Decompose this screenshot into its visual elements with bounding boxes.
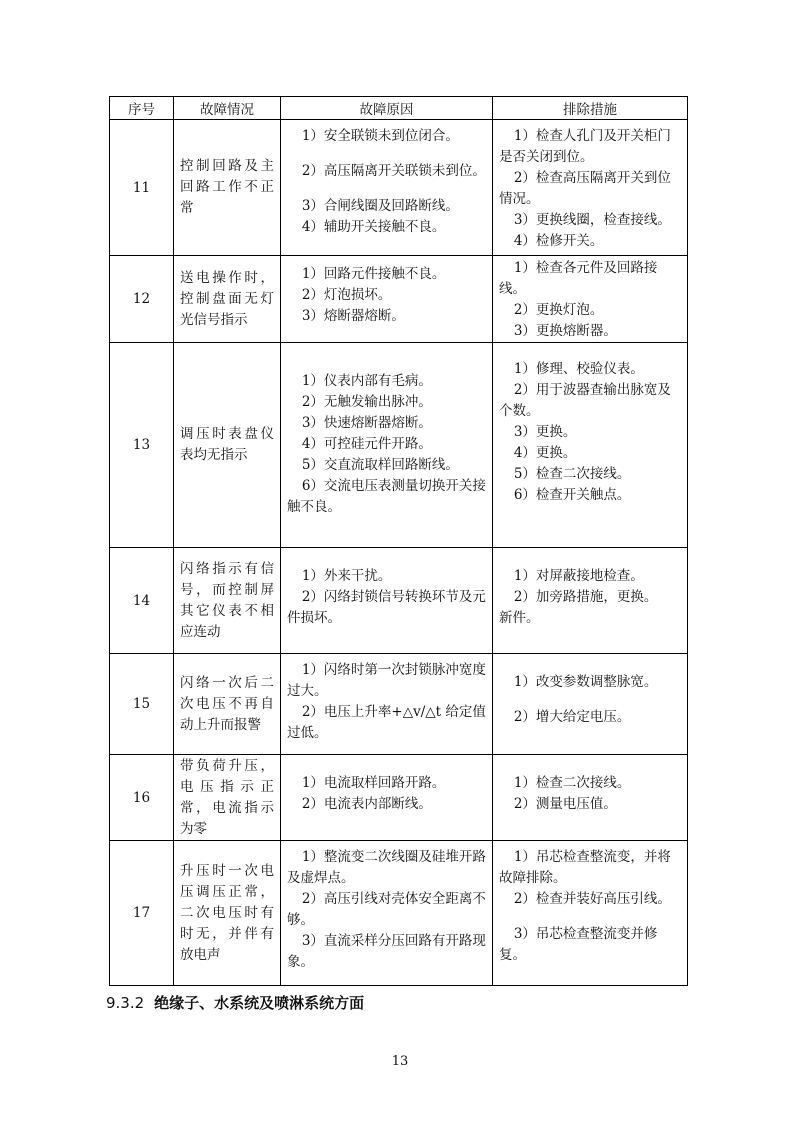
cause-line: 1）整流变二次线圈及硅堆开路及虚焊点。 (287, 849, 486, 886)
section-heading (106, 992, 364, 1013)
spacer (499, 910, 681, 924)
row-causes (281, 654, 493, 755)
row-symptom (174, 755, 281, 841)
cause-line: 2）闪络封锁信号转换环节及元件损坏。 (287, 589, 486, 626)
fault-table (109, 96, 688, 986)
header-remedy: 排除措施 (493, 97, 688, 120)
row-symptom (174, 343, 281, 548)
row-number: 14 (110, 548, 174, 654)
cause-line: 3）合闸线圈及回路断线。 (301, 198, 459, 214)
remedy-line: 新件。 (499, 610, 540, 626)
remedy-line: 6）检查开关触点。 (513, 487, 631, 503)
header-symptom: 故障情况 (174, 97, 281, 120)
spacer (287, 182, 486, 196)
spacer (287, 147, 486, 161)
row-symptom (174, 841, 281, 986)
symptom-text: 带负荷升压，电压指示正常，电流指示为零 (180, 757, 274, 837)
header-seq: 序号 (110, 97, 174, 120)
row-symptom (174, 120, 281, 256)
remedy-line: 2）检查高压隔离开关到位情况。 (499, 170, 671, 207)
cause-line: 3）快速熔断器熔断。 (301, 415, 432, 431)
remedy-line: 3）更换熔断器。 (513, 323, 617, 339)
row-remedies (493, 120, 688, 256)
cause-line: 1）外来干扰。 (301, 568, 392, 584)
remedy-line: 3）更换线圈，检查接线。 (513, 212, 671, 228)
row-remedies (493, 548, 688, 654)
cause-line: 4）辅助开关接触不良。 (301, 219, 446, 235)
row-number: 15 (110, 654, 174, 755)
row-number: 11 (110, 120, 174, 256)
cause-line: 4）可控硅元件开路。 (301, 436, 432, 452)
row-number: 13 (110, 343, 174, 548)
table-row (110, 755, 688, 841)
spacer (499, 693, 681, 707)
cause-line: 6）交流电压表测量切换开关接触不良。 (287, 478, 486, 515)
remedy-line: 1）检查各元件及回路接线。 (499, 260, 658, 297)
cause-line: 1）仪表内部有毛病。 (301, 373, 432, 389)
remedy-line: 4）更换。 (513, 445, 577, 461)
remedy-line: 1）改变参数调整脉宽。 (513, 674, 658, 690)
row-symptom (174, 654, 281, 755)
cause-line: 2）无触发输出脉冲。 (301, 394, 432, 410)
cause-line: 2）电流表内部断线。 (301, 796, 432, 812)
cause-line: 2）灯泡损坏。 (301, 287, 392, 303)
row-number: 12 (110, 256, 174, 343)
row-remedies (493, 256, 688, 343)
page-number: 13 (391, 1054, 409, 1069)
cause-line: 1）闪络时第一次封锁脉冲宽度过大。 (287, 662, 486, 699)
cause-line: 3）直流采样分压回路有开路现象。 (287, 933, 486, 970)
table-row (110, 343, 688, 548)
remedy-line: 1）检查人孔门及开关柜门是否关闭到位。 (499, 128, 671, 165)
row-symptom (174, 548, 281, 654)
table-row (110, 654, 688, 755)
symptom-text: 升压时一次电压调压正常，二次电压时有时无，并伴有放电声 (180, 862, 274, 963)
remedy-line: 5）检查二次接线。 (513, 466, 631, 482)
row-number: 16 (110, 755, 174, 841)
remedy-line: 3）吊芯检查整流变并修复。 (499, 926, 658, 963)
table-row (110, 256, 688, 343)
row-causes (281, 548, 493, 654)
symptom-text: 闪络一次后二次电压不再自动上升而报警 (180, 674, 274, 733)
row-remedies (493, 343, 688, 548)
symptom-text: 送电操作时，控制盘面无灯光信号指示 (180, 269, 274, 328)
row-causes (281, 120, 493, 256)
table-row (110, 548, 688, 654)
row-causes (281, 343, 493, 548)
cause-line: 1）电流取样回路开路。 (301, 775, 446, 791)
remedy-line: 2）用于波器查输出脉宽及个数。 (499, 382, 671, 419)
remedy-line: 2）更换灯泡。 (513, 302, 604, 318)
table-row (110, 841, 688, 986)
symptom-text: 闪络指示有信号，而控制屏其它仪表不相应连动 (180, 560, 274, 640)
remedy-line: 1）吊芯检查整流变，并将故障排除。 (499, 849, 671, 886)
row-remedies (493, 841, 688, 986)
table-header-row (110, 97, 688, 120)
remedy-line: 4）检修开关。 (513, 233, 604, 249)
row-symptom (174, 256, 281, 343)
row-causes (281, 755, 493, 841)
cause-line: 2）电压上升率+△v/△t 给定值过低。 (287, 704, 486, 741)
cause-line: 1）回路元件接触不良。 (301, 266, 446, 282)
cause-line: 2）高压隔离开关联锁未到位。 (301, 163, 486, 179)
remedy-line: 2）检查并装好高压引线。 (513, 891, 671, 907)
symptom-text: 控制回路及主回路工作不正常 (180, 158, 274, 216)
remedy-line: 2）增大给定电压。 (513, 709, 631, 725)
remedy-line: 1）修理、校验仪表。 (513, 361, 644, 377)
row-causes (281, 841, 493, 986)
row-remedies (493, 654, 688, 755)
cause-line: 3）熔断器熔断。 (301, 308, 405, 324)
section-number: 9.3.2 (106, 994, 145, 1012)
cause-line: 5）交直流取样回路断线。 (301, 457, 459, 473)
remedy-line: 1）检查二次接线。 (513, 775, 631, 791)
cause-line: 2）高压引线对壳体安全距离不够。 (287, 891, 486, 928)
remedy-line: 2）测量电压值。 (513, 796, 617, 812)
remedy-line: 3）更换。 (513, 424, 577, 440)
remedy-line: 2）加旁路措施，更换。 (513, 589, 658, 605)
remedy-line: 1）对屏蔽接地检查。 (513, 568, 644, 584)
row-number: 17 (110, 841, 174, 986)
row-causes (281, 256, 493, 343)
table-row (110, 120, 688, 256)
row-remedies (493, 755, 688, 841)
header-cause: 故障原因 (281, 97, 493, 120)
cause-line: 1）安全联锁未到位闭合。 (301, 128, 459, 144)
section-title: 绝缘子、水系统及喷淋系统方面 (154, 994, 365, 1012)
symptom-text: 调压时表盘仪表均无指示 (180, 426, 274, 463)
